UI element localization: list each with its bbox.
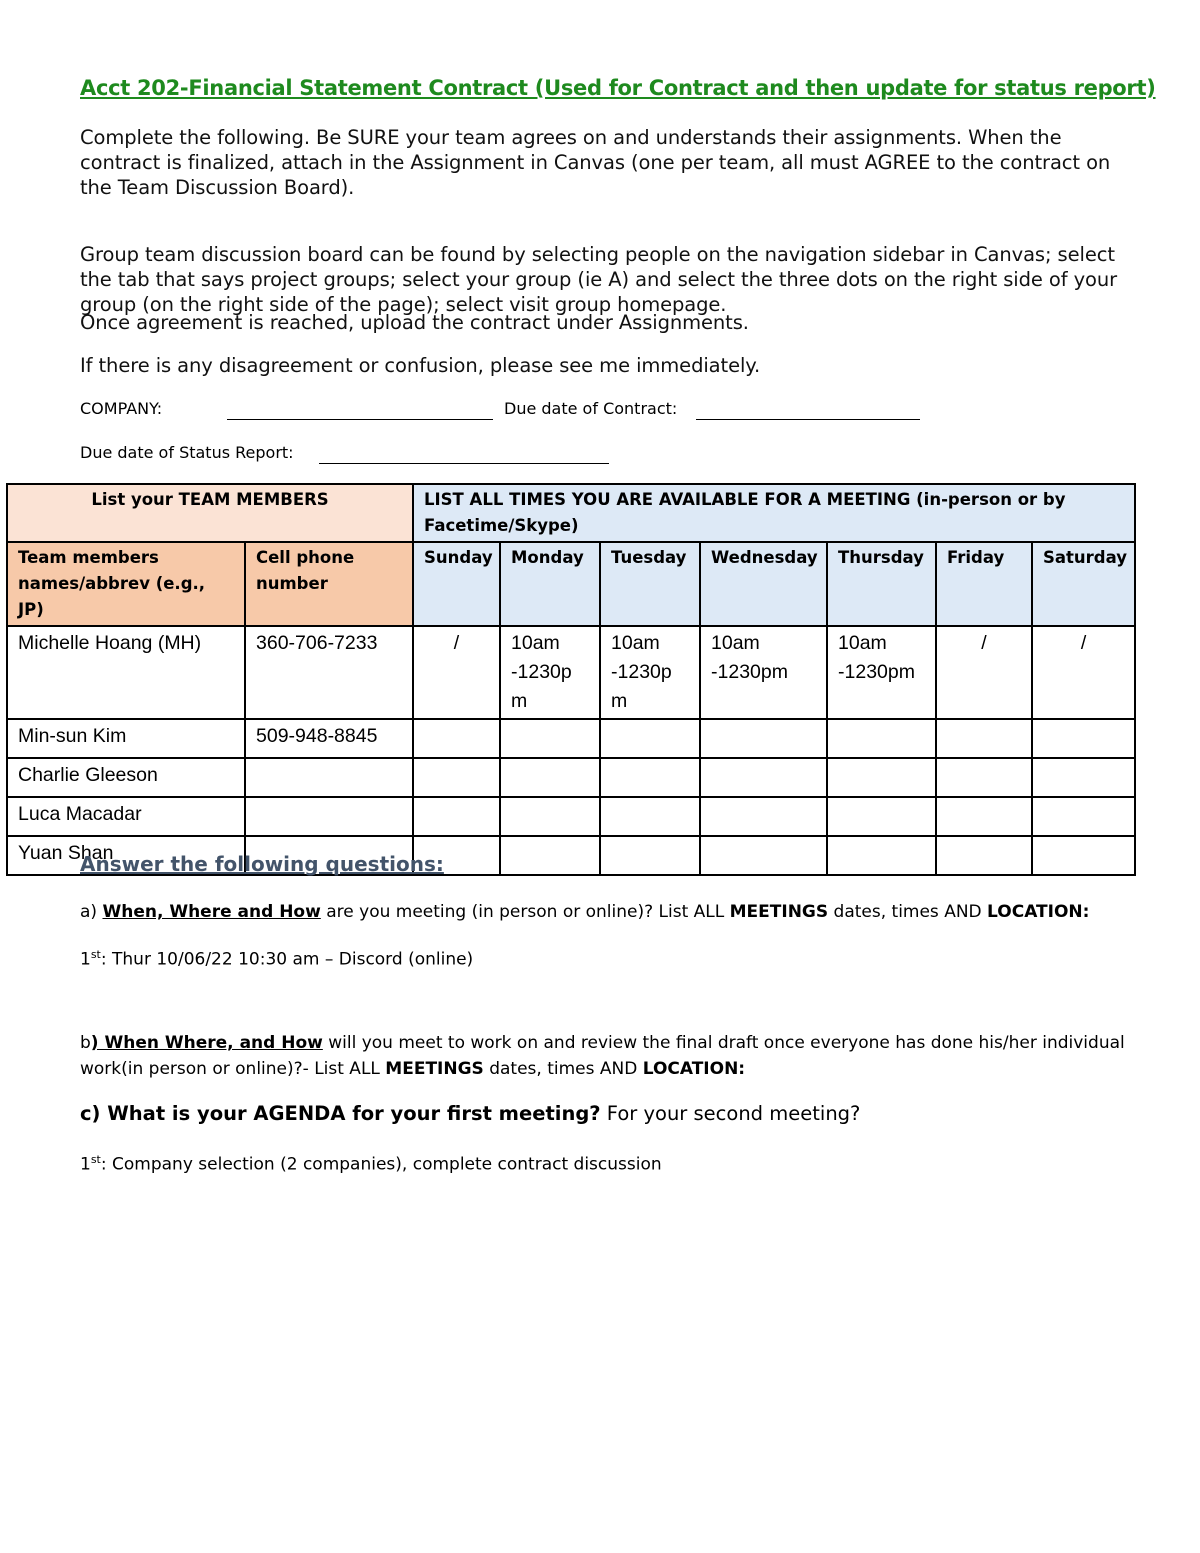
- time-cell[interactable]: [413, 758, 500, 797]
- questions-heading: Answer the following questions:: [80, 852, 444, 876]
- availability-table: [6, 483, 1136, 876]
- time-cell[interactable]: [827, 719, 936, 758]
- time-cell[interactable]: [827, 836, 936, 875]
- day-header: Tuesday: [600, 542, 700, 626]
- time-cell[interactable]: [1032, 758, 1135, 797]
- member-name-cell[interactable]: Luca Macadar: [7, 797, 245, 836]
- question-a: a) When, Where and How are you meeting (in person or online)? List ALL MEETINGS dates, times AND LOCATION:: [80, 902, 1090, 922]
- time-cell[interactable]: [936, 719, 1032, 758]
- answer-a: 1st: Thur 10/06/22 10:30 am – Discord (online): [80, 948, 474, 970]
- discussion-board-paragraph: Group team discussion board can be found by selecting people on the navigation sidebar in Canvas; select the tab that says project groups; select your group (ie A) and select the three dots on the right side of your group (on the right side of the page); select visit group homepage.: [80, 243, 1118, 316]
- time-cell[interactable]: [600, 797, 700, 836]
- time-cell[interactable]: [600, 836, 700, 875]
- member-name-cell[interactable]: Michelle Hoang (MH): [7, 626, 245, 719]
- time-cell[interactable]: 10am -1230pm: [827, 626, 936, 719]
- time-cell[interactable]: [936, 797, 1032, 836]
- day-header: Monday: [500, 542, 600, 626]
- time-cell[interactable]: [413, 719, 500, 758]
- time-cell[interactable]: [1032, 836, 1135, 875]
- time-cell[interactable]: 10am -1230pm: [700, 626, 827, 719]
- time-cell[interactable]: 10am -1230p m: [500, 626, 600, 719]
- upload-paragraph: Once agreement is reached, upload the contract under Assignments.: [80, 311, 749, 334]
- contract-due-field: [504, 399, 677, 418]
- day-header: Friday: [936, 542, 1032, 626]
- time-cell[interactable]: [500, 719, 600, 758]
- time-cell[interactable]: [700, 758, 827, 797]
- instructions-paragraph: Complete the following. Be SURE your team agrees on and understands their assignments. When the contract is finalized, attach in the Assignment in Canvas (one per team, all must AGREE to the contract on the Team Discussion Board).: [80, 126, 1111, 199]
- time-cell[interactable]: [413, 797, 500, 836]
- company-input-line[interactable]: [227, 403, 493, 420]
- question-c: c) What is your AGENDA for your first meeting? For your second meeting?: [80, 1102, 861, 1125]
- phone-cell[interactable]: 360-706-7233: [245, 626, 413, 719]
- table-row: [7, 758, 1135, 797]
- status-due-label: Due date of Status Report:: [80, 443, 294, 462]
- availability-header: LIST ALL TIMES YOU ARE AVAILABLE FOR A MEETING (in-person or by Facetime/Skype): [413, 484, 1135, 542]
- time-cell[interactable]: /: [413, 626, 500, 719]
- contract-due-input-line[interactable]: [696, 403, 920, 420]
- time-cell[interactable]: 10am -1230p m: [600, 626, 700, 719]
- member-name-cell[interactable]: Yuan Shan: [7, 836, 245, 875]
- contract-due-label: Due date of Contract:: [504, 399, 678, 418]
- company-label: COMPANY:: [80, 399, 163, 418]
- time-cell[interactable]: [1032, 797, 1135, 836]
- answer-c: 1st: Company selection (2 companies), complete contract discussion: [80, 1153, 662, 1175]
- day-header: Saturday: [1032, 542, 1135, 626]
- status-due-field: [80, 443, 294, 462]
- time-cell[interactable]: [1032, 719, 1135, 758]
- question-b: b) When Where, and How will you meet to work on and review the final draft once everyone has done his/her individual work(in person or online)?- List ALL MEETINGS dates, times AND LOCATION:: [80, 1033, 1125, 1079]
- time-cell[interactable]: [827, 797, 936, 836]
- day-header: Thursday: [827, 542, 936, 626]
- time-cell[interactable]: [700, 836, 827, 875]
- phone-column-header: Cell phone number: [245, 542, 413, 626]
- time-cell[interactable]: [500, 836, 600, 875]
- phone-cell[interactable]: 509-948-8845: [245, 719, 413, 758]
- time-cell[interactable]: [700, 797, 827, 836]
- time-cell[interactable]: [600, 719, 700, 758]
- time-cell[interactable]: /: [936, 626, 1032, 719]
- team-members-header: List your TEAM MEMBERS: [7, 484, 413, 542]
- time-cell[interactable]: [936, 758, 1032, 797]
- table-row: [7, 626, 1135, 719]
- day-header: Wednesday: [700, 542, 827, 626]
- table-row: [7, 797, 1135, 836]
- company-field: [80, 399, 162, 418]
- time-cell[interactable]: [700, 719, 827, 758]
- day-header: Sunday: [413, 542, 500, 626]
- phone-cell[interactable]: [245, 797, 413, 836]
- member-name-cell[interactable]: Min-sun Kim: [7, 719, 245, 758]
- status-due-input-line[interactable]: [319, 447, 609, 464]
- page-title: Acct 202-Financial Statement Contract (Used for Contract and then update for status report): [80, 76, 1156, 100]
- time-cell[interactable]: /: [1032, 626, 1135, 719]
- time-cell[interactable]: [500, 758, 600, 797]
- names-column-header: Team members names/abbrev (e.g., JP): [7, 542, 245, 626]
- time-cell[interactable]: [827, 758, 936, 797]
- disagreement-paragraph: If there is any disagreement or confusion, please see me immediately.: [80, 354, 761, 377]
- time-cell[interactable]: [600, 758, 700, 797]
- member-name-cell[interactable]: Charlie Gleeson: [7, 758, 245, 797]
- phone-cell[interactable]: [245, 758, 413, 797]
- time-cell[interactable]: [500, 797, 600, 836]
- time-cell[interactable]: [936, 836, 1032, 875]
- table-row: [7, 719, 1135, 758]
